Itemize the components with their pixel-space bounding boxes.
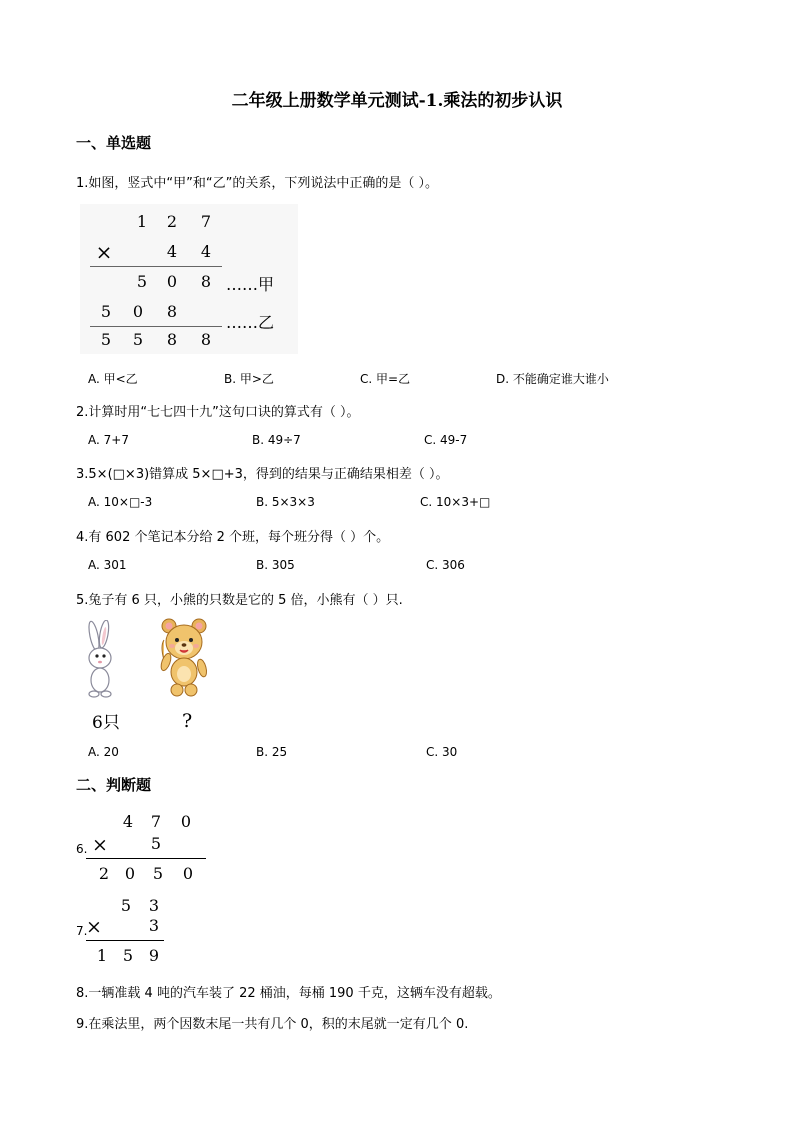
question-8-text: 8.一辆准载 4 吨的汽车装了 22 桶油，每桶 190 千克，这辆车没有超载。 — [76, 986, 501, 1001]
q1-fig-digit: 5 — [100, 330, 112, 349]
q1-fig-digit: 7 — [200, 212, 212, 231]
question-1-text: 1.如图，竖式中“甲”和“乙”的关系，下列说法中正确的是（ ）。 — [76, 176, 438, 191]
section-heading-true-false: 二、判断题 — [76, 776, 152, 794]
q5-option-c: C. 30 — [426, 745, 458, 759]
q1-option-c: C. 甲=乙 — [360, 372, 411, 386]
q6-digit: 0 — [124, 864, 136, 883]
q6-digit: 5 — [152, 864, 164, 883]
q7-digit: 5 — [120, 896, 132, 915]
q1-option-b: B. 甲>乙 — [224, 372, 274, 386]
question-9-text: 9.在乘法里，两个因数末尾一共有几个 0，积的末尾就一定有几个 0. — [76, 1017, 469, 1032]
q7-number: 7. — [76, 924, 88, 938]
bear-count-unknown: ? — [182, 710, 193, 732]
q1-fig-digit: 4 — [166, 242, 178, 261]
q1-fig-line-1 — [90, 266, 222, 267]
q4-option-a: A. 301 — [88, 558, 127, 572]
question-7-vertical-multiplication — [76, 892, 176, 970]
q1-fig-digit: 8 — [166, 302, 178, 321]
q1-fig-digit: 8 — [166, 330, 178, 349]
q2-option-b: B. 49÷7 — [252, 433, 301, 447]
question-6-vertical-multiplication — [76, 808, 216, 888]
q7-times-sign: × — [86, 916, 102, 938]
q3-option-b: B. 5×3×3 — [256, 495, 315, 509]
q1-fig-digit: 0 — [166, 272, 178, 291]
question-5-text: 5.兔子有 6 只，小熊的只数是它的 5 倍，小熊有（ ）只. — [76, 593, 403, 608]
q7-digit: 5 — [122, 946, 134, 965]
q5-option-a: A. 20 — [88, 745, 119, 759]
q6-digit: 7 — [150, 812, 162, 831]
q1-fig-times-sign: × — [95, 240, 113, 264]
q6-number: 6. — [76, 842, 88, 856]
q4-option-b: B. 305 — [256, 558, 295, 572]
q1-fig-digit: 5 — [100, 302, 112, 321]
q1-fig-digit: 0 — [132, 302, 144, 321]
q6-digit: 0 — [182, 864, 194, 883]
q1-vertical-multiplication-figure — [80, 204, 298, 354]
q1-fig-label-yi: ……乙 — [226, 313, 275, 332]
q6-digit: 2 — [98, 864, 110, 883]
section-heading-single-choice: 一、单选题 — [76, 134, 152, 152]
q6-line — [86, 858, 206, 859]
q7-digit: 3 — [148, 916, 160, 935]
q6-digit: 0 — [180, 812, 192, 831]
page-title: 二年级上册数学单元测试-1.乘法的初步认识 — [231, 91, 563, 111]
q1-fig-line-2 — [90, 326, 222, 327]
q1-option-d: D. 不能确定谁大谁小 — [496, 372, 609, 386]
q2-option-c: C. 49-7 — [424, 433, 468, 447]
bear-illustration — [158, 616, 210, 698]
q1-fig-digit: 5 — [136, 272, 148, 291]
q2-option-a: A. 7+7 — [88, 433, 129, 447]
q1-fig-digit: 2 — [166, 212, 178, 231]
q1-option-a: A. 甲<乙 — [88, 372, 138, 386]
q1-fig-label-jia: ……甲 — [226, 275, 275, 294]
q6-times-sign: × — [92, 834, 108, 856]
q5-option-b: B. 25 — [256, 745, 288, 759]
q1-fig-digit: 8 — [200, 330, 212, 349]
q1-fig-digit: 8 — [200, 272, 212, 291]
rabbit-count-label: 6只 — [92, 713, 120, 733]
q4-option-c: C. 306 — [426, 558, 465, 572]
q7-digit: 1 — [96, 946, 108, 965]
q1-fig-digit: 4 — [200, 242, 212, 261]
q6-digit: 4 — [122, 812, 134, 831]
q1-fig-digit: 5 — [132, 330, 144, 349]
q6-digit: 5 — [150, 834, 162, 853]
question-2-text: 2.计算时用“七七四十九”这句口诀的算式有（ ）。 — [76, 405, 360, 420]
q3-option-c: C. 10×3+□ — [420, 495, 491, 509]
q7-line — [86, 940, 164, 941]
question-4-text: 4.有 602 个笔记本分给 2 个班，每个班分得（ ）个。 — [76, 530, 390, 545]
q1-fig-digit: 1 — [136, 212, 148, 231]
question-3-text: 3.5×(□×3)错算成 5×□+3，得到的结果与正确结果相差（ ）。 — [76, 467, 449, 482]
rabbit-illustration — [80, 620, 120, 700]
q7-digit: 3 — [148, 896, 160, 915]
q3-option-a: A. 10×□-3 — [88, 495, 153, 509]
q7-digit: 9 — [148, 946, 160, 965]
